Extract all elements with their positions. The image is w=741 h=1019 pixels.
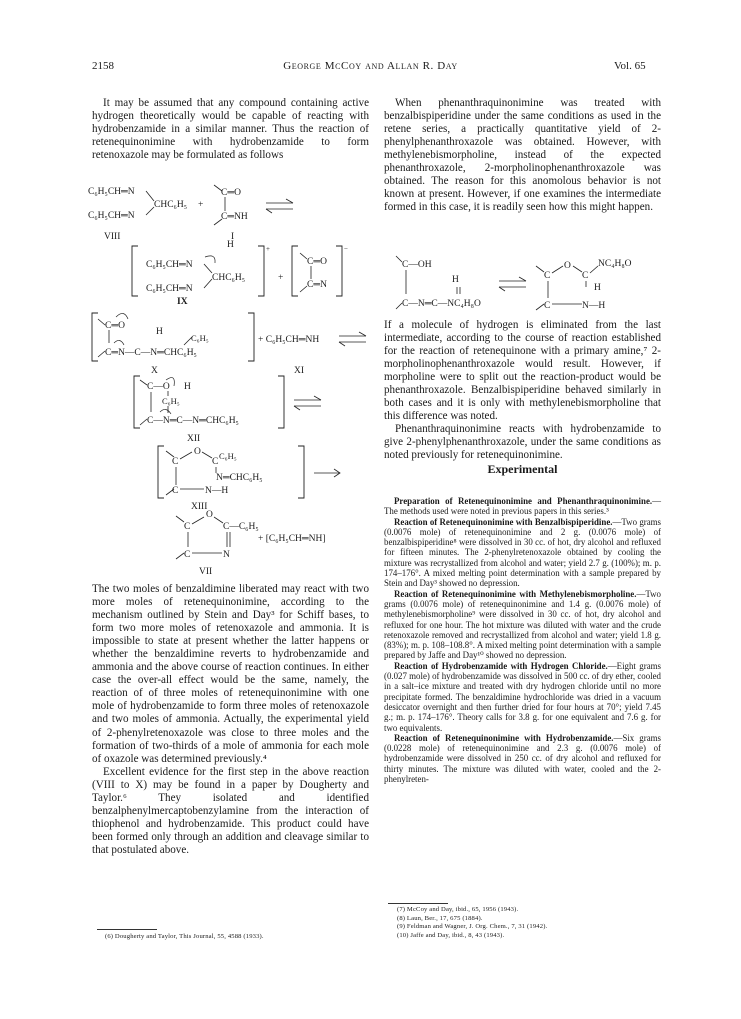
paragraph: When phenanthraquinonimine was treated with benzalbispiperidine under the same conditions as used in the retene series, a practically quantitative yield of 2-phenylphenanthroxazole was obtained. However, with methylenebismorpholine, instead of the expected phenanthroxazole, 2-morpholinophenanthroxazole was obtained. The reason for this anomolous behavior is not known at present. However, if one examines the intermediate formed in this case, it is readily seen how this might happen. xyxy=(384,97,661,214)
label-x: X xyxy=(151,366,158,376)
scheme-text: C₆H₅CH═N xyxy=(146,260,193,270)
svg-text:+: + xyxy=(266,245,270,253)
volume-label: Vol. 65 xyxy=(614,60,646,72)
scheme-text: C xyxy=(184,522,191,532)
scheme-text: H xyxy=(452,275,459,285)
scheme-text: N═CHC₆H₅ xyxy=(216,473,263,483)
scheme-text: O xyxy=(194,447,201,457)
scheme-text: C═O xyxy=(105,321,125,331)
scheme-text: C₆H₅ xyxy=(191,333,209,343)
intro-paragraph: It may be assumed that any compound containing active hydrogen theoretically would be capable of reacting with hydrobenzamide in a similar manner. Thus the reaction of retenequinonimine with hydrobenzamide to form retenoxazole may be formulated as follows xyxy=(92,97,369,162)
scheme-text: C₆H₅CH═N xyxy=(88,211,135,221)
exp-run-in-title: Reaction of Retenequinonimine with Hydrobenzamide. xyxy=(394,732,614,743)
scheme-text: N—H xyxy=(205,486,229,496)
scheme-text: C₆H₅ xyxy=(219,451,237,461)
right-upper-text xyxy=(384,97,661,214)
footnote-6: (6) Dougherty and Taylor, This Journal, 55, 4588 (1933). xyxy=(105,933,264,940)
scheme-text: H xyxy=(156,327,163,337)
footnote-7: (7) McCoy and Day, ibid., 65, 1956 (1943). xyxy=(397,906,519,913)
scheme-text: C═N xyxy=(307,280,327,290)
scheme-text: C xyxy=(544,301,551,311)
footnote-rule xyxy=(97,929,157,930)
scheme-text: C xyxy=(172,486,179,496)
scheme-text: + C₆H₅CH═NH xyxy=(258,335,320,345)
scheme-text: H xyxy=(184,382,191,392)
scheme-text: C═O xyxy=(307,257,327,267)
reaction-scheme-left xyxy=(88,183,373,580)
exp-paragraph: Preparation of Retenequinonimine and Phenanthraquinonimine.—The methods used were noted in previous papers in this series.³ xyxy=(384,496,661,517)
scheme-text: C═N—C—N═CHC₆H₅ xyxy=(105,348,197,358)
scheme-text: C═O xyxy=(221,188,241,198)
footnote-rule xyxy=(388,903,448,904)
exp-paragraph: Reaction of Retenequinonimine with Benzalbispiperidine.—Two grams (0.0076 mole) of retenequinonimine and 2 g. (0.0076 mole) of benzalbispiperidine⁸ were dissolved in 30 cc. of hot, dry alcohol and refluxed for fifteen minutes. The 2-phenylretenoxazole obtained by cooling the mixture was recrystallized from alcohol and water; yield 2.7 g. (100%); m. p. 174–176°. A mixed melting point determination with a sample prepared by Stein and Day³ showed no depression. xyxy=(384,516,662,589)
scheme-text: C₆H₅CH═N xyxy=(146,284,193,294)
left-intro xyxy=(92,97,369,162)
footnote-8: (8) Laun, Ber., 17, 675 (1884). xyxy=(397,914,483,922)
page-number: 2158 xyxy=(92,60,114,72)
scheme-text: O xyxy=(206,510,213,520)
scheme-text: C—C₆H₅ xyxy=(223,522,259,532)
scheme-text: C—N═C—NC₄H₈O xyxy=(402,299,481,309)
scheme-text: CHC₆H₅ xyxy=(154,200,188,210)
scheme-text: C xyxy=(184,550,191,560)
scheme-text: N—H xyxy=(582,301,606,311)
paragraph: The two moles of benzaldimine liberated may react with two more moles of retenequinonimine, according to the mechanism outlined by Stein and Day³ for Schiff bases, to form two more moles of retenoxazole and ammonia. It is impossible to state at present whether the latter happens or whether the benzaldimine reverts to hydrobenzamide and ammonia and the above course of reaction continues. In either case the over-all effect would be the same, namely, the reaction of of three moles of retenequinonimine with one mole of hydrobenzamide to form three moles of retenoxazole and two moles of ammonia. Actually, the experimental yield of 2-phenylretenoxazole was close to three moles and the formation of two-thirds of a mole of ammonia for each mole of oxazole was determined previously.⁴ xyxy=(92,583,369,765)
scheme-text: N xyxy=(223,550,230,560)
scheme-text: + xyxy=(198,200,204,210)
scheme-text: O xyxy=(564,261,571,271)
label-xiii: XIII xyxy=(191,502,208,512)
right-middle-text xyxy=(384,319,661,476)
left-lower-text xyxy=(92,583,369,857)
scheme-text: C xyxy=(582,271,589,281)
label-xii: XII xyxy=(187,434,201,444)
label-i: I xyxy=(231,232,235,242)
scheme-text: C₆H₅ xyxy=(162,396,180,406)
exp-paragraph: Reaction of Hydrobenzamide with Hydrogen Chloride.—Eight grams (0.027 mole) of hydrobenzamide was dissolved in 500 cc. of dry ether, cooled in a salt–ice mixture and treated with dry hydrogen chloride until no more precipitate formed. The benzaldimine hydrochloride was dried in a vacuum desiccator overnight and then further dried for four hours at 70°; yield 7.45 g.; m. p. 174–176°. Theory calls for 3.8 g. for one equivalent and 7.6 g. for two equivalents. xyxy=(384,660,661,733)
running-title: George McCoy and Allan R. Day xyxy=(283,60,458,72)
footnotes-right xyxy=(397,906,547,940)
svg-text:−: − xyxy=(344,245,348,253)
scheme-text: CHC₆H₅ xyxy=(212,273,246,283)
scheme-text: + [C₆H₅CH═NH] xyxy=(258,534,326,544)
scheme-text: NC₄H₈O xyxy=(598,259,632,269)
scheme-text: C₆H₅CH═N xyxy=(88,187,135,197)
scheme-text: H xyxy=(594,283,601,293)
exp-paragraph: Reaction of Retenequinonimine with Methylenebismorpholine.—Two grams (0.0076 mole) of retenequinonimine and 1.4 g. (0.0076 mole) of methylenebismorpholine⁹ were dissolved in 30 cc. of hot, dry alcohol and refluxed for one hour. The hot mixture was diluted with water and the crude retenoxazole removed and recrystallized from alcohol and water; yield 1.8 g. (83%); m. p. 108–108.8°. A mixed melting point determination with a sample prepared by Jaffe and Day¹⁰ showed no depression. xyxy=(384,588,661,661)
paragraph: If a molecule of hydrogen is eliminated from the last intermediate, according to the course of reaction established for the reaction of retenequinone with a primary amine,⁷ 2-morpholinophenanthroxazole would result. However, if morpholine were to split out the reaction-product would be phenanthroxazole. Benzalbispiperidine behaved similarly in both cases and it is only with methylenebismorpholine that this difference was noted. xyxy=(384,319,661,423)
label-viii: VIII xyxy=(104,232,121,242)
experimental-section xyxy=(384,496,661,784)
exp-run-in-title: Reaction of Hydrobenzamide with Hydrogen Chloride. xyxy=(394,660,608,671)
label-xi: XI xyxy=(294,366,305,376)
paragraph: Excellent evidence for the first step in the above reaction (VIII to X) may be found in a paper by Dougherty and Taylor.⁶ They isolated and identified benzalphenylmercaptobenzylamine from the interaction of thiophenol and hydrobenzamide. This product could have been formed only through an addition and cleavage similar to that postulated above. xyxy=(92,765,369,856)
scheme-text: H xyxy=(227,240,234,250)
scheme-text: C—O xyxy=(147,382,170,392)
scheme-text: + xyxy=(278,273,284,283)
label-vii: VII xyxy=(199,567,213,577)
scheme-text: C—N═C—N═CHC₆H₅ xyxy=(147,416,239,426)
exp-run-in-title: Preparation of Retenequinonimine and Phenanthraquinonimine. xyxy=(394,496,653,506)
experimental-heading: Experimental xyxy=(487,461,558,476)
scheme-text: C xyxy=(544,271,551,281)
scheme-text: C xyxy=(172,457,179,467)
exp-run-in-title: Reaction of Retenequinonimine with Benzalbispiperidine. xyxy=(394,516,613,527)
scheme-text: C═NH xyxy=(221,212,248,222)
footnote-9: (9) Feldman and Wagner, J. Org. Chem., 7, 31 (1942). xyxy=(397,923,548,931)
footnote-10: (10) Jaffe and Day, ibid., 8, 43 (1943). xyxy=(397,931,505,939)
label-ix: IX xyxy=(177,297,188,307)
exp-paragraph: Reaction of Retenequinonimine with Hydrobenzamide.—Six grams (0.0228 mole) of retenequinonimine and 2.3 g. (0.0076 mole) of hydrobenzamide were dissolved in 250 cc. of dry alcohol and refluxed for thirty minutes. The mixture was diluted with water, cooled and the 2-phenylreten- xyxy=(384,732,661,785)
reaction-scheme-right xyxy=(384,254,664,316)
scheme-text: C—OH xyxy=(402,260,432,270)
scheme-text: C xyxy=(212,457,219,467)
exp-run-in-title: Reaction of Retenequinonimine with Methylenebismorpholine. xyxy=(394,588,637,599)
paragraph: Phenanthraquinonimine reacts with hydrobenzamide to give 2-phenylphenanthroxazole, under the same conditions as noted previously for retenequinonimine. xyxy=(384,423,661,462)
